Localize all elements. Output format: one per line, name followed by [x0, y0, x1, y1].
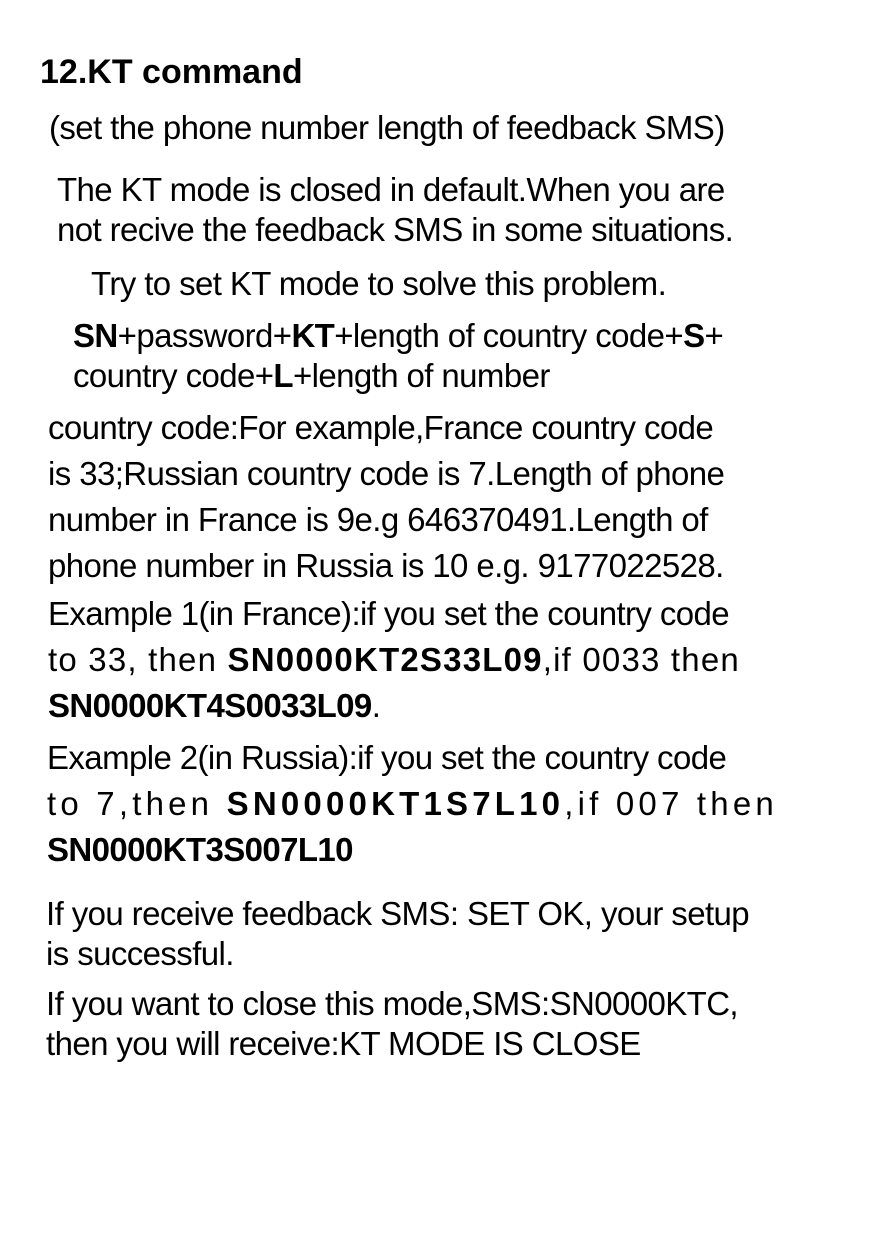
close-line-2: then you will receive:KT MODE IS CLOSE: [46, 1025, 641, 1062]
format-country-code: country code+: [73, 357, 274, 394]
intro-line-2: not recive the feedback SMS in some situations.: [57, 211, 734, 248]
success-line-1: If you receive feedback SMS: SET OK, your setup: [46, 895, 750, 932]
format-length-country-code: +length of country code+: [334, 317, 684, 354]
close-line-1: If you want to close this mode,SMS:SN0000KTC,: [46, 985, 738, 1022]
format-password: +password+: [117, 317, 292, 354]
format-plus: +: [704, 317, 724, 354]
explanation-line-3: number in France is 9e.g 646370491.Length of: [48, 501, 708, 538]
command-format-line-1: [73, 316, 723, 356]
intro-line-3: Try to set KT mode to solve this problem.: [91, 265, 667, 302]
explanation-line-1: country code:For example,France country code: [48, 409, 714, 446]
example2-mid: ,if 007 then: [564, 785, 778, 822]
example1-mid: ,if 0033 then: [542, 641, 740, 678]
format-sn: SN: [73, 317, 118, 354]
section-subtitle: (set the phone number length of feedback SMS): [49, 109, 725, 146]
example1-line-1: Example 1(in France):if you set the country code: [48, 595, 730, 632]
example1-prefix: to 33, then: [48, 641, 228, 678]
example1-line-3: [48, 686, 380, 726]
example2-command-b: SN0000KT3S007L10: [47, 831, 353, 868]
example2-prefix: to 7,then: [47, 785, 227, 822]
example2-command-a: SN0000KT1S7L10: [226, 785, 565, 822]
success-line-2: is successful.: [46, 935, 234, 972]
format-kt: KT: [291, 317, 335, 354]
example2-line-3: [47, 830, 353, 870]
example2-line-2: [47, 784, 778, 824]
explanation-line-4: phone number in Russia is 10 e.g. 9177022528.: [48, 547, 724, 584]
example1-command-b: SN0000KT4S0033L09: [48, 687, 372, 724]
format-l: L: [273, 357, 293, 394]
format-length-number: +length of number: [292, 357, 550, 394]
command-format-line-2: [73, 356, 550, 396]
example1-command-a: SN0000KT2S33L09: [227, 641, 543, 678]
explanation-line-2: is 33;Russian country code is 7.Length of phone: [48, 455, 725, 492]
example1-line-2: [48, 640, 740, 680]
example2-line-1: Example 2(in Russia):if you set the country code: [47, 739, 727, 776]
section-title: 12.KT command: [40, 53, 303, 91]
example1-end: .: [371, 687, 381, 724]
format-s: S: [683, 317, 705, 354]
intro-line-1: The KT mode is closed in default.When you are: [57, 171, 725, 208]
